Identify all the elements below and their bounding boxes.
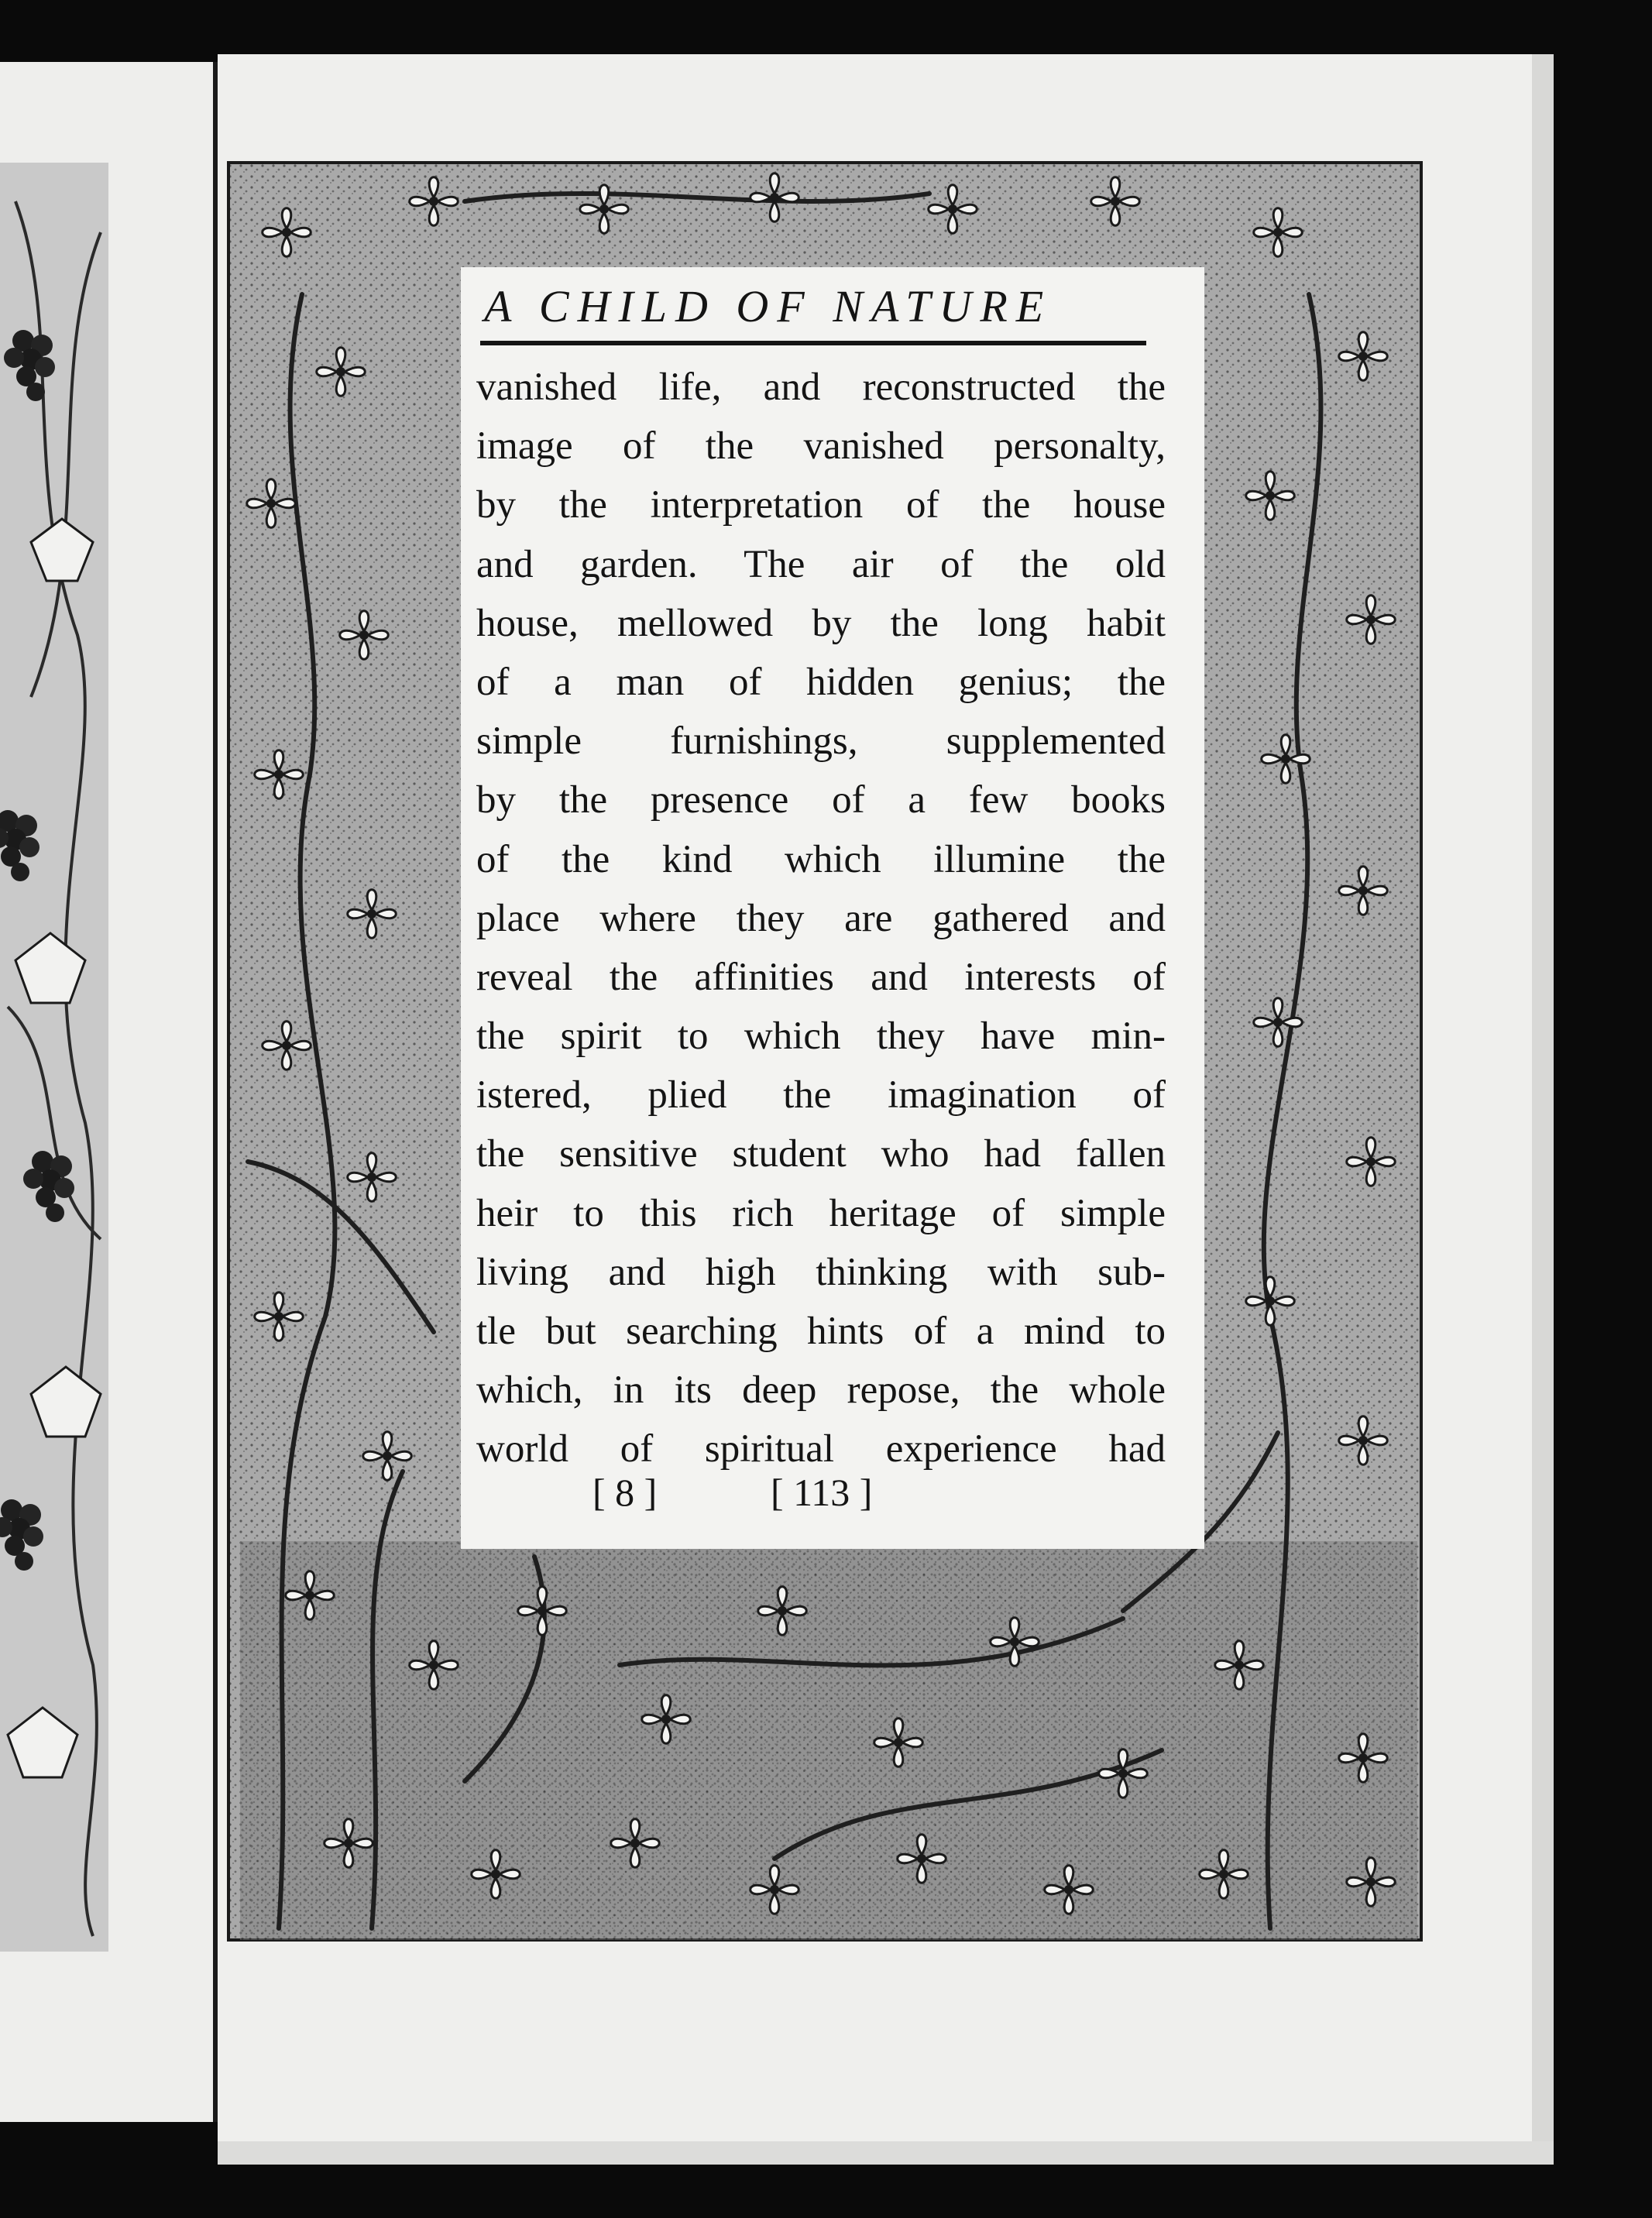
- text-line: vanished life, and reconstructed the: [476, 366, 1166, 409]
- text-line: of a man of hidden genius; the: [476, 660, 1166, 704]
- text-line: simple furnishings, supplemented: [476, 719, 1166, 764]
- text-line: reveal the affinities and interests of: [476, 955, 1166, 999]
- text-line: living and high thinking with sub-: [476, 1250, 1166, 1294]
- text-line: by the interpretation of the house: [476, 483, 1166, 527]
- text-line: which, in its deep repose, the whole: [476, 1368, 1166, 1413]
- head-rule: [480, 341, 1146, 345]
- text-line: the spirit to which they have min-: [476, 1015, 1166, 1059]
- text-line: and garden. The air of the old: [476, 542, 1166, 586]
- text-line: by the presence of a few books: [476, 778, 1166, 822]
- text-line: the sensitive student who had fallen: [476, 1132, 1166, 1176]
- text-line: world of spiritual experience had: [476, 1427, 1166, 1471]
- text-line: istered, plied the imagination of: [476, 1073, 1166, 1118]
- text-line: place where they are gathered and: [476, 896, 1166, 940]
- page-number: [ 113 ]: [771, 1471, 873, 1514]
- folios: [592, 1465, 918, 1519]
- section-folio: [ 8 ]: [592, 1471, 658, 1514]
- text-line: house, mellowed by the long habit: [476, 601, 1166, 645]
- text-line: heir to this rich heritage of simple: [476, 1191, 1166, 1235]
- text-line: image of the vanished personalty,: [476, 424, 1166, 469]
- running-head: A CHILD OF NATURE: [484, 281, 1053, 331]
- body-text: [476, 358, 1166, 1479]
- text-line: tle but searching hints of a mind to: [476, 1310, 1166, 1353]
- text-line: of the kind which illumine the: [476, 837, 1166, 881]
